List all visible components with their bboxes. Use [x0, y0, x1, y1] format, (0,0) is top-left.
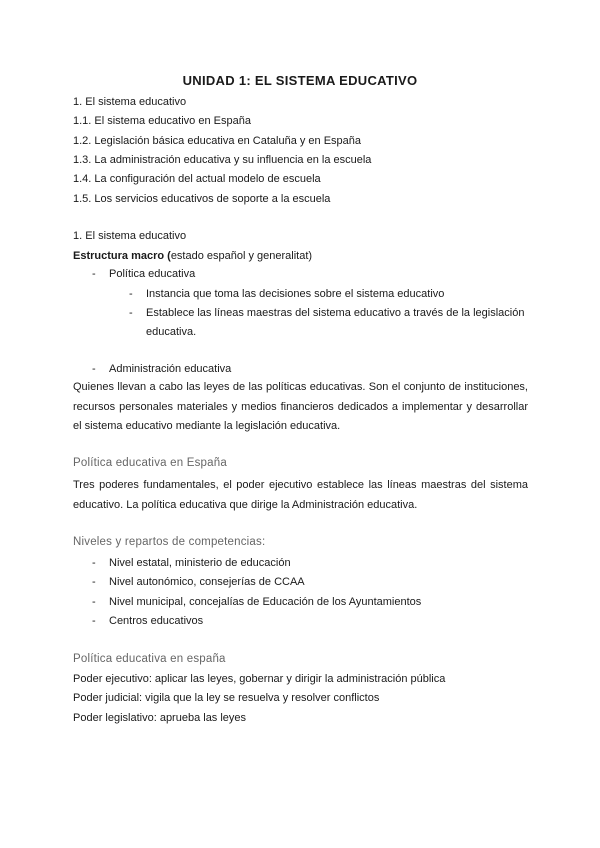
- macro-detail: estado español y generalitat): [170, 250, 313, 262]
- toc-item: 1.1. El sistema educativo en España: [73, 115, 251, 127]
- poder-line: Poder ejecutivo: aplicar las leyes, gobernar y dirigir la administración pública: [73, 673, 446, 685]
- toc-item: 1.5. Los servicios educativos de soporte a la escuela: [73, 193, 331, 205]
- sub-bullet-item: Establece las líneas maestras del sistema educativo a través de la legislación: [146, 307, 525, 319]
- toc-item: 1.3. La administración educativa y su influencia en la escuela: [73, 154, 372, 166]
- bullet-dash: -: [92, 557, 96, 569]
- section-heading: Política educativa en españa: [73, 653, 226, 665]
- toc-item: 1.2. Legislación básica educativa en Cataluña y en España: [73, 135, 362, 147]
- poder-line: Poder judicial: vigila que la ley se resuelva y resolver conflictos: [73, 692, 380, 704]
- section-heading: 1. El sistema educativo: [73, 230, 187, 242]
- section-heading: Niveles y repartos de competencias:: [73, 536, 266, 548]
- macro-bold-label: Estructura macro (: [73, 250, 171, 262]
- bullet-dash: -: [92, 268, 96, 280]
- bullet-dash: -: [92, 596, 96, 608]
- list-item: Nivel estatal, ministerio de educación: [109, 557, 291, 569]
- bullet-item: Administración educativa: [109, 363, 232, 375]
- sub-bullet-item: Instancia que toma las decisiones sobre el sistema educativo: [146, 288, 445, 300]
- poder-line: Poder legislativo: aprueba las leyes: [73, 712, 247, 724]
- macro-line: [73, 249, 312, 263]
- bullet-item: Política educativa: [109, 268, 196, 280]
- bullet-dash: -: [129, 307, 133, 319]
- list-item: Nivel municipal, concejalías de Educación de los Ayuntamientos: [109, 596, 422, 608]
- sub-bullet-continuation: educativa.: [146, 326, 197, 338]
- bullet-dash: -: [92, 615, 96, 627]
- bullet-dash: -: [92, 576, 96, 588]
- list-item: Nivel autonómico, consejerías de CCAA: [109, 576, 305, 588]
- section-heading: Política educativa en España: [73, 457, 227, 469]
- politica-paragraph: Tres poderes fundamentales, el poder ejecutivo establece las líneas maestras del sistema educativo. La política educativa que dirige la Administración educativa.: [73, 479, 528, 511]
- toc-item: 1.4. La configuración del actual modelo de escuela: [73, 173, 321, 185]
- list-item: Centros educativos: [109, 615, 204, 627]
- toc-item: 1. El sistema educativo: [73, 96, 187, 108]
- bullet-dash: -: [129, 288, 133, 300]
- bullet-dash: -: [92, 363, 96, 375]
- page-title: UNIDAD 1: EL SISTEMA EDUCATIVO: [182, 73, 418, 88]
- admin-paragraph: Quienes llevan a cabo las leyes de las políticas educativas. Son el conjunto de instituciones, recursos personales materiales y medios financieros dedicados a implementar y desarrollar el sistema educativo mediante la legislación educativa.: [73, 381, 528, 432]
